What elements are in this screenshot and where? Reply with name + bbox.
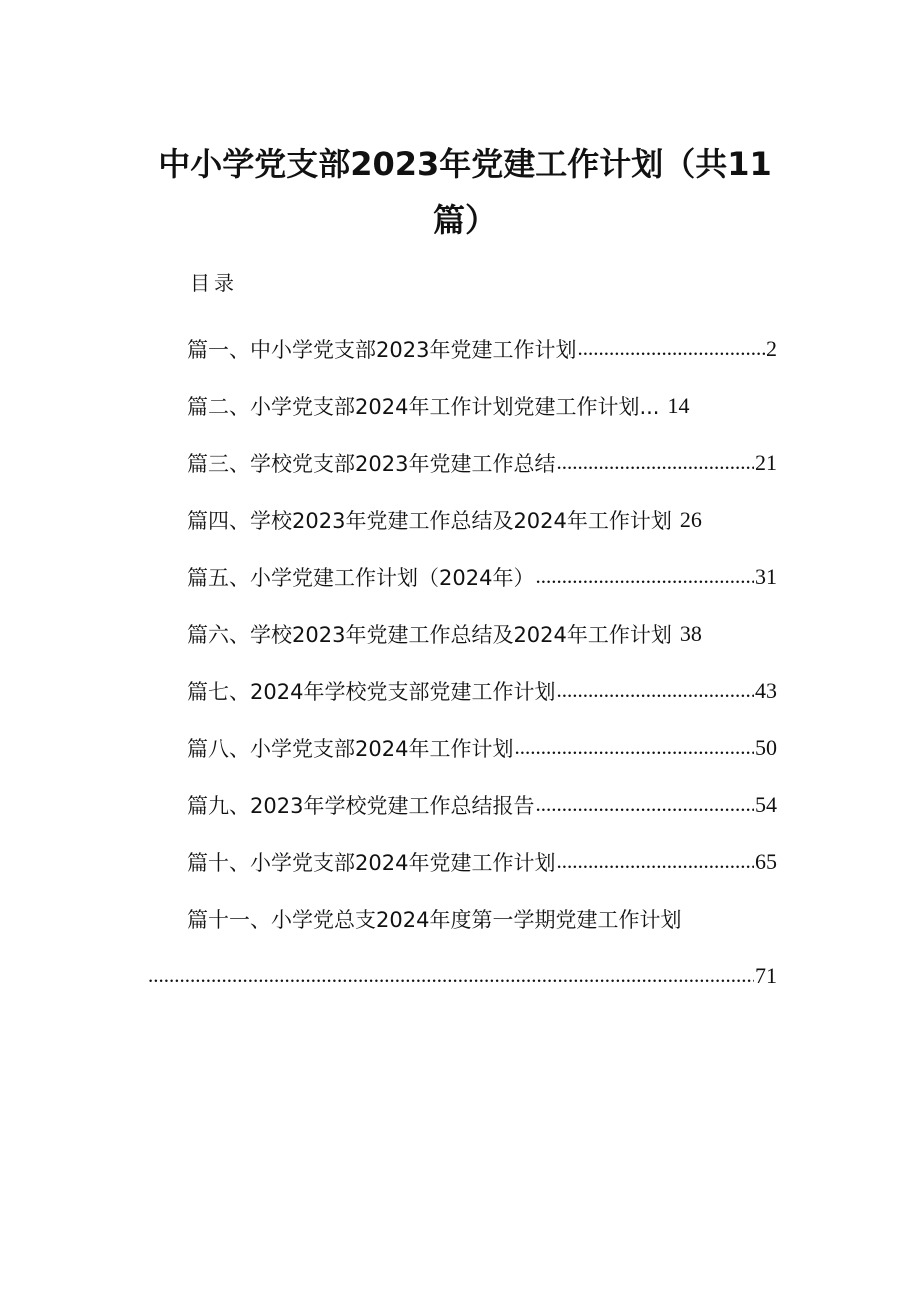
toc-page-number: 31 <box>755 563 777 589</box>
table-of-contents <box>187 320 777 988</box>
toc-leader-dots <box>535 792 754 817</box>
toc-entry[interactable] <box>187 833 777 890</box>
toc-page-number: 21 <box>755 449 777 475</box>
toc-leader-dots <box>556 450 754 475</box>
toc-page-number: 14 <box>667 392 690 418</box>
toc-leader-dots <box>148 963 754 988</box>
toc-page-number: 54 <box>755 791 777 817</box>
toc-leader-dots <box>577 336 765 361</box>
toc-entry-title: 篇十、小学党支部2024年党建工作计划 <box>187 850 556 875</box>
toc-leader-dots <box>556 678 754 703</box>
toc-entry[interactable] <box>187 890 777 947</box>
toc-entry-title: 篇六、学校2023年党建工作总结及2024年工作计划 <box>187 622 672 647</box>
toc-entry-title: 篇七、2024年学校党支部党建工作计划 <box>187 679 556 704</box>
toc-entry[interactable] <box>187 605 777 662</box>
toc-entry[interactable] <box>187 776 777 833</box>
toc-leader-dots <box>514 735 754 760</box>
toc-entry[interactable] <box>187 377 777 434</box>
toc-entry-title: 篇九、2023年学校党建工作总结报告 <box>187 793 535 818</box>
toc-leader-dots <box>535 564 754 589</box>
toc-entry[interactable] <box>187 548 777 605</box>
toc-entry-title: 篇三、学校党支部2023年党建工作总结 <box>187 451 556 476</box>
toc-heading: 目录 <box>190 271 238 295</box>
toc-entry[interactable] <box>187 320 777 377</box>
toc-entry[interactable] <box>187 719 777 776</box>
toc-entry[interactable] <box>187 434 777 491</box>
document-title: 中小学党支部2023年党建工作计划（共11篇） <box>158 145 772 239</box>
toc-entry[interactable] <box>187 491 777 548</box>
toc-leader-dots <box>556 849 754 874</box>
toc-entry[interactable] <box>187 662 777 719</box>
toc-page-number: 43 <box>755 677 777 703</box>
toc-entry-title: 篇一、中小学党支部2023年党建工作计划 <box>187 337 577 362</box>
toc-entry-title: 篇五、小学党建工作计划（2024年） <box>187 565 535 590</box>
toc-entry-title: 篇四、学校2023年党建工作总结及2024年工作计划 <box>187 508 672 533</box>
toc-page-number: 2 <box>766 335 777 361</box>
toc-entry-continuation[interactable] <box>147 947 777 1004</box>
toc-page-number: 26 <box>679 506 702 532</box>
toc-page-number: 38 <box>679 620 702 646</box>
toc-page-number: 65 <box>755 848 777 874</box>
toc-entry-title: 篇八、小学党支部2024年工作计划 <box>187 736 514 761</box>
toc-entry-title: 篇二、小学党支部2024年工作计划党建工作计划... <box>187 394 660 419</box>
toc-page-number: 71 <box>755 962 777 988</box>
toc-entry-title: 篇十一、小学党总支2024年度第一学期党建工作计划 <box>187 907 682 932</box>
toc-page-number: 50 <box>755 734 777 760</box>
